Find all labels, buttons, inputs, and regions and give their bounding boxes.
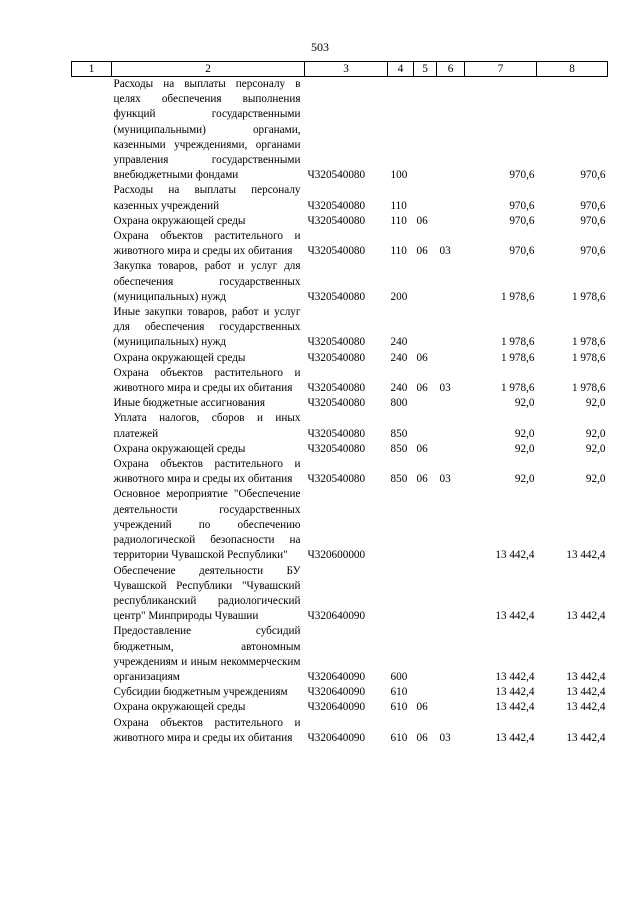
subsection-code: 03 [439, 382, 451, 395]
amount-column-7: 92,0 [514, 473, 535, 486]
expense-type-code: 240 [390, 336, 408, 349]
expense-name: Охрана окружающей среды [113, 351, 246, 364]
expense-name: Обеспечение деятельности БУ Чувашской Республики "Чувашский республиканский радиологический центр" Минприроды Чувашии [113, 564, 301, 623]
subsection-code [437, 305, 465, 351]
table-row [72, 229, 608, 259]
expense-name: Расходы на выплаты персоналу казенных учреждений [113, 184, 301, 212]
subsection-code [437, 77, 465, 184]
column-number: 3 [305, 62, 388, 77]
amount-column-7: 970,6 [509, 169, 535, 182]
expense-name: Охрана окружающей среды [113, 701, 246, 714]
row-blank-cell [72, 716, 112, 746]
amount-column-8: 92,0 [585, 427, 606, 440]
table-header [72, 62, 608, 77]
subsection-code [437, 214, 465, 229]
subsection-code [437, 442, 465, 457]
row-blank-cell [72, 487, 112, 563]
subsection-code [437, 700, 465, 715]
amount-column-8: 13 442,4 [566, 549, 606, 562]
section-code [414, 487, 437, 563]
target-article-code: Ч320540080 [307, 199, 366, 212]
table-row [72, 305, 608, 351]
row-blank-cell [72, 624, 112, 685]
amount-column-7: 1 978,6 [500, 290, 535, 303]
amount-column-7: 13 442,4 [495, 731, 535, 744]
expense-type-code: 610 [390, 701, 408, 714]
amount-column-7: 1 978,6 [500, 336, 535, 349]
expense-name: Расходы на выплаты персоналу в целях обеспечения выполнения функций государственными (муниципальными) органами, казенными учреждениями, органами управления государственными внебюджетными фондами [113, 78, 301, 182]
target-article-code: Ч320540080 [307, 214, 366, 227]
expense-name: Охрана окружающей среды [113, 442, 246, 455]
table-row [72, 685, 608, 700]
table-row [72, 259, 608, 305]
amount-column-8: 92,0 [585, 473, 606, 486]
expense-type-code: 110 [390, 199, 407, 212]
expense-name: Охрана объектов растительного и животного мира и среды их обитания [113, 230, 301, 258]
section-code [414, 77, 437, 184]
table-row [72, 396, 608, 411]
expense-type-code: 240 [390, 382, 408, 395]
column-number: 6 [437, 62, 465, 77]
expense-type-code: 240 [390, 351, 408, 364]
target-article-code: Ч320540080 [307, 427, 366, 440]
subsection-code [437, 411, 465, 441]
page-number: 503 [311, 40, 329, 54]
table-row [72, 716, 608, 746]
target-article-code: Ч320540080 [307, 351, 366, 364]
section-code [414, 259, 437, 305]
section-code: 06 [416, 731, 428, 744]
section-code [414, 411, 437, 441]
column-number: 1 [72, 62, 112, 77]
amount-column-7: 13 442,4 [495, 670, 535, 683]
amount-column-8: 970,6 [580, 245, 606, 258]
table-row [72, 624, 608, 685]
section-code: 06 [416, 245, 428, 258]
expense-type-code: 610 [390, 731, 408, 744]
amount-column-7: 1 978,6 [500, 351, 535, 364]
amount-column-8: 13 442,4 [566, 701, 606, 714]
amount-column-8: 13 442,4 [566, 610, 606, 623]
section-code [414, 564, 437, 625]
section-code: 06 [416, 701, 428, 714]
amount-column-8: 92,0 [585, 397, 606, 410]
section-code [414, 685, 437, 700]
section-code [414, 396, 437, 411]
amount-column-8: 92,0 [585, 442, 606, 455]
target-article-code: Ч320540080 [307, 442, 366, 455]
target-article-code: Ч320540080 [307, 290, 366, 303]
subsection-code [437, 624, 465, 685]
row-blank-cell [72, 351, 112, 366]
table-row [72, 77, 608, 184]
row-blank-cell [72, 214, 112, 229]
expense-name: Предоставление субсидий бюджетным, автономным учреждениям и иным некоммерческим организациям [113, 625, 301, 683]
expense-type-code: 610 [390, 686, 408, 699]
amount-column-7: 13 442,4 [495, 686, 535, 699]
table-row [72, 183, 608, 213]
amount-column-8: 970,6 [580, 199, 606, 212]
subsection-code [437, 183, 465, 213]
table-row [72, 214, 608, 229]
subsection-code: 03 [439, 731, 451, 744]
amount-column-7: 970,6 [509, 245, 535, 258]
target-article-code: Ч320640090 [307, 701, 366, 714]
expense-name: Иные закупки товаров, работ и услуг для обеспечения государственных (муниципальных) нужд [113, 306, 301, 349]
table-row [72, 442, 608, 457]
target-article-code: Ч320600000 [307, 549, 366, 562]
table-row [72, 457, 608, 487]
subsection-code [437, 396, 465, 411]
row-blank-cell [72, 685, 112, 700]
target-article-code: Ч320540080 [307, 473, 366, 486]
row-blank-cell [72, 564, 112, 625]
amount-column-7: 13 442,4 [495, 701, 535, 714]
amount-column-8: 13 442,4 [566, 670, 606, 683]
column-number: 5 [414, 62, 437, 77]
budget-table [71, 61, 608, 746]
section-code: 06 [416, 442, 428, 455]
expense-name: Субсидии бюджетным учреждениям [113, 686, 288, 699]
expense-type-code: 110 [390, 245, 407, 258]
expense-type-code: 200 [390, 290, 408, 303]
expense-name: Охрана объектов растительного и животного мира и среды их обитания [113, 366, 301, 395]
target-article-code: Ч320540080 [307, 169, 366, 182]
amount-column-8: 970,6 [580, 214, 606, 227]
table-row [72, 411, 608, 441]
expense-type-code: 850 [390, 442, 408, 455]
table-row [72, 366, 608, 396]
target-article-code: Ч320540080 [307, 245, 366, 258]
row-blank-cell [72, 442, 112, 457]
expense-name: Охрана окружающей среды [113, 214, 246, 227]
expense-type-code: 850 [390, 427, 408, 440]
target-article-code: Ч320540080 [307, 397, 366, 410]
expense-name: Охрана объектов растительного и животного мира и среды их обитания [113, 458, 301, 486]
row-blank-cell [72, 366, 112, 396]
table-body [72, 77, 608, 746]
expense-name: Иные бюджетные ассигнования [113, 397, 265, 410]
target-article-code: Ч320640090 [307, 731, 366, 744]
subsection-code [437, 487, 465, 563]
expense-name: Охрана объектов растительного и животного мира и среды их обитания [113, 716, 301, 744]
section-code: 06 [416, 473, 428, 486]
amount-column-7: 92,0 [514, 397, 535, 410]
section-code [414, 624, 437, 685]
row-blank-cell [72, 411, 112, 441]
subsection-code: 03 [439, 245, 451, 258]
row-blank-cell [72, 229, 112, 259]
amount-column-7: 13 442,4 [495, 610, 535, 623]
row-blank-cell [72, 700, 112, 715]
amount-column-8: 1 978,6 [571, 290, 606, 303]
expense-name: Закупка товаров, работ и услуг для обеспечения государственных (муниципальных) нужд [113, 260, 301, 303]
amount-column-7: 1 978,6 [500, 382, 535, 395]
row-blank-cell [72, 183, 112, 213]
subsection-code [437, 685, 465, 700]
column-number-row [72, 62, 608, 77]
expense-name: Основное мероприятие "Обеспечение деятельности государственных учреждений по обеспечению радиологической безопасности на территории Чувашской Республики" [113, 488, 301, 562]
section-code: 06 [416, 382, 428, 395]
section-code [414, 305, 437, 351]
row-blank-cell [72, 77, 112, 184]
row-blank-cell [72, 259, 112, 305]
table-row [72, 487, 608, 563]
subsection-code [437, 564, 465, 625]
amount-column-8: 13 442,4 [566, 731, 606, 744]
table-row [72, 700, 608, 715]
expense-type-code: 800 [390, 397, 408, 410]
section-code: 06 [416, 214, 428, 227]
target-article-code: Ч320640090 [307, 610, 366, 623]
table-row [72, 564, 608, 625]
table-row [72, 351, 608, 366]
subsection-code [437, 351, 465, 366]
expense-type-code: 850 [390, 473, 408, 486]
amount-column-8: 1 978,6 [571, 336, 606, 349]
column-number: 2 [112, 62, 305, 77]
target-article-code: Ч320640090 [307, 670, 366, 683]
amount-column-7: 13 442,4 [495, 549, 535, 562]
row-blank-cell [72, 305, 112, 351]
subsection-code: 03 [439, 473, 451, 486]
target-article-code: Ч320640090 [307, 686, 366, 699]
row-blank-cell [72, 457, 112, 487]
section-code [414, 183, 437, 213]
subsection-code [437, 259, 465, 305]
expense-type-code: 100 [390, 169, 408, 182]
expense-type-code: 110 [390, 214, 407, 227]
amount-column-8: 1 978,6 [571, 382, 606, 395]
amount-column-7: 92,0 [514, 442, 535, 455]
expense-type-code [388, 564, 414, 625]
amount-column-7: 92,0 [514, 427, 535, 440]
amount-column-8: 970,6 [580, 169, 606, 182]
section-code: 06 [416, 351, 428, 364]
row-blank-cell [72, 396, 112, 411]
amount-column-7: 970,6 [509, 199, 535, 212]
target-article-code: Ч320540080 [307, 382, 366, 395]
column-number: 4 [388, 62, 414, 77]
column-number: 7 [465, 62, 537, 77]
column-number: 8 [537, 62, 608, 77]
expense-type-code [388, 487, 414, 563]
target-article-code: Ч320540080 [307, 336, 366, 349]
amount-column-7: 970,6 [509, 214, 535, 227]
amount-column-8: 13 442,4 [566, 686, 606, 699]
expense-type-code: 600 [390, 670, 408, 683]
expense-name: Уплата налогов, сборов и иных платежей [113, 412, 301, 440]
amount-column-8: 1 978,6 [571, 351, 606, 364]
